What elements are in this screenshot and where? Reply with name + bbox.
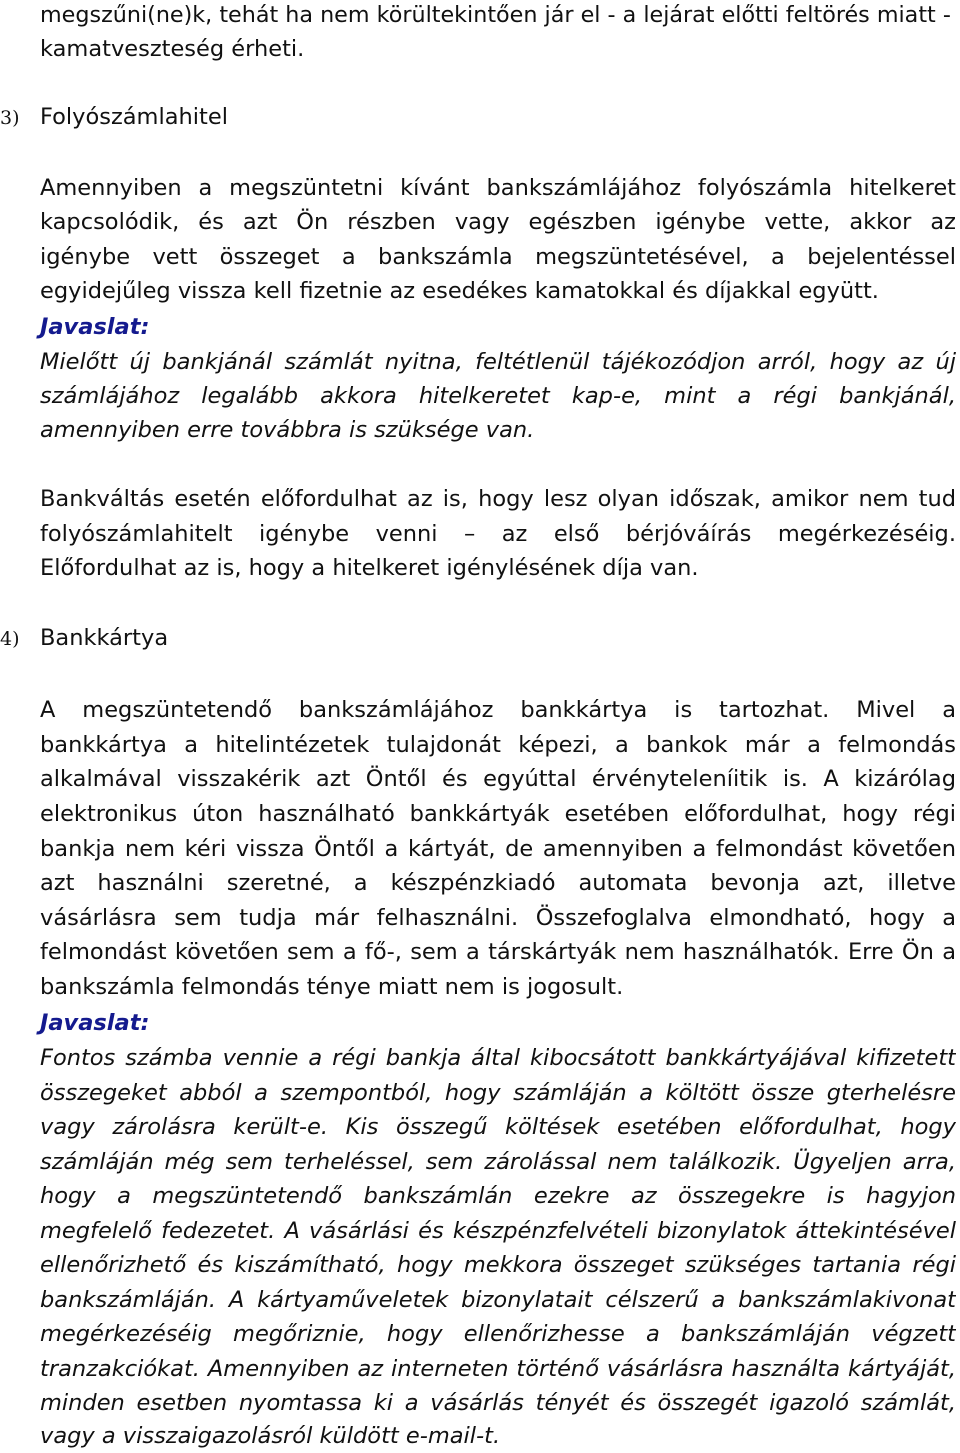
s3-para2-line-2: folyószámlahitelt igénybe venni – az első bérjóváírás megérkezéséig. xyxy=(40,521,956,547)
s4-para1-line-7: vásárlásra sem tudja már felhasználni. Összefoglalva elmondható, hogy a xyxy=(40,905,956,931)
s4-javaslat-line-2: összegeket abból a szempontból, hogy számláján a költött össze gterhelésre xyxy=(40,1080,956,1106)
section-3-number: 3) xyxy=(0,107,20,129)
section-4-heading xyxy=(0,621,168,656)
intro-line-2: kamatveszteség érheti. xyxy=(40,36,305,62)
section-4-title: Bankkártya xyxy=(40,625,169,651)
s4-javaslat-line-7: ellenőrizhető és kiszámítható, hogy mekkora összeget szükséges tartania régi xyxy=(40,1252,956,1278)
s4-para1-line-5: bankja nem kéri vissza Öntől a kártyát, de amennyiben a felmondást követően xyxy=(40,836,956,862)
s4-para1-line-9: bankszámla felmondás ténye miatt nem is jogosult. xyxy=(40,974,624,1000)
s3-para2-line-1: Bankváltás esetén előfordulhat az is, hogy lesz olyan időszak, amikor nem tud xyxy=(40,486,956,512)
s4-javaslat-line-9: megérkezéséig megőriznie, hogy ellenőrizhesse a bankszámláján végzett xyxy=(40,1321,956,1347)
s4-para1-line-6: azt használni szeretné, a készpénzkiadó automata bevonja azt, illetve xyxy=(40,870,956,896)
s3-para1-line-4: egyidejűleg vissza kell fizetnie az esedékes kamatokkal és díjakkal együtt. xyxy=(40,278,879,304)
section-4-number: 4) xyxy=(0,628,20,650)
s4-para1-line-1: A megszüntetendő bankszámlájához bankkártya is tartozhat. Mivel a xyxy=(40,697,956,723)
s4-para1-line-8: felmondást követően sem a fő-, sem a társkártyák nem használhatók. Erre Ön a xyxy=(40,939,956,965)
s4-javaslat-line-4: számláján még sem terheléssel, sem zárolással nem találkozik. Ügyeljen arra, xyxy=(40,1149,956,1175)
intro-line-1: megszűni(ne)k, tehát ha nem körültekintően jár el - a lejárat előtti feltörés miatt - xyxy=(40,2,951,28)
s4-para1-line-3: alkalmával visszakérik azt Öntől és egyúttal érvényteleníitik is. A kizárólag xyxy=(40,766,956,792)
s3-para2-line-3: Előfordulhat az is, hogy a hitelkeret igénylésének díja van. xyxy=(40,555,699,581)
s4-javaslat-line-3: vagy zárolásra került-e. Kis összegű költések esetében előfordulhat, hogy xyxy=(40,1114,956,1140)
s3-javaslat-label: Javaslat: xyxy=(40,314,150,340)
s4-javaslat-line-10: tranzakciókat. Amennyiben az interneten történő vásárlásra használta kártyáját, xyxy=(40,1356,956,1382)
section-3-title: Folyószámlahitel xyxy=(40,104,228,130)
s3-para1-line-1: Amennyiben a megszüntetni kívánt bankszámlájához folyószámla hitelkeret xyxy=(40,175,956,201)
s3-javaslat-line-2: számlájához legalább akkora hitelkeretet kap-e, mint a régi bankjánál, xyxy=(40,383,956,409)
s4-javaslat-line-5: hogy a megszüntetendő bankszámlán ezekre az összegekre is hagyjon xyxy=(40,1183,956,1209)
s4-javaslat-line-12: vagy a visszaigazolásról küldött e-mail-t. xyxy=(40,1423,501,1449)
s3-javaslat-line-3: amennyiben erre továbbra is szüksége van. xyxy=(40,417,535,443)
s4-javaslat-label: Javaslat: xyxy=(40,1010,150,1036)
s4-javaslat-line-8: bankszámláján. A kártyaműveletek bizonylatait célszerű a bankszámlakivonat xyxy=(40,1287,956,1313)
s4-para1-line-4: elektronikus úton használható bankkártyák esetében előfordulhat, hogy régi xyxy=(40,801,956,827)
s4-javaslat-line-6: megfelelő fedezetet. A vásárlási és készpénzfelvételi bizonylatok áttekintésével xyxy=(40,1218,956,1244)
s4-javaslat-line-11: minden esetben nyomtassa ki a vásárlás tényét és összegét igazoló számlát, xyxy=(40,1390,956,1416)
s4-para1-line-2: bankkártya a hitelintézetek tulajdonát képezi, a bankok már a felmondás xyxy=(40,732,956,758)
s3-para1-line-2: kapcsolódik, és azt Ön részben vagy egészben igénybe vette, akkor az xyxy=(40,209,956,235)
s4-javaslat-line-1: Fontos számba vennie a régi bankja által kibocsátott bankkártyájával kifizetett xyxy=(40,1045,956,1071)
s3-javaslat-line-1: Mielőtt új bankjánál számlát nyitna, feltétlenül tájékozódjon arról, hogy az új xyxy=(40,349,956,375)
s3-para1-line-3: igénybe vett összeget a bankszámla megszüntetésével, a bejelentéssel xyxy=(40,244,956,270)
section-3-heading xyxy=(0,100,228,135)
